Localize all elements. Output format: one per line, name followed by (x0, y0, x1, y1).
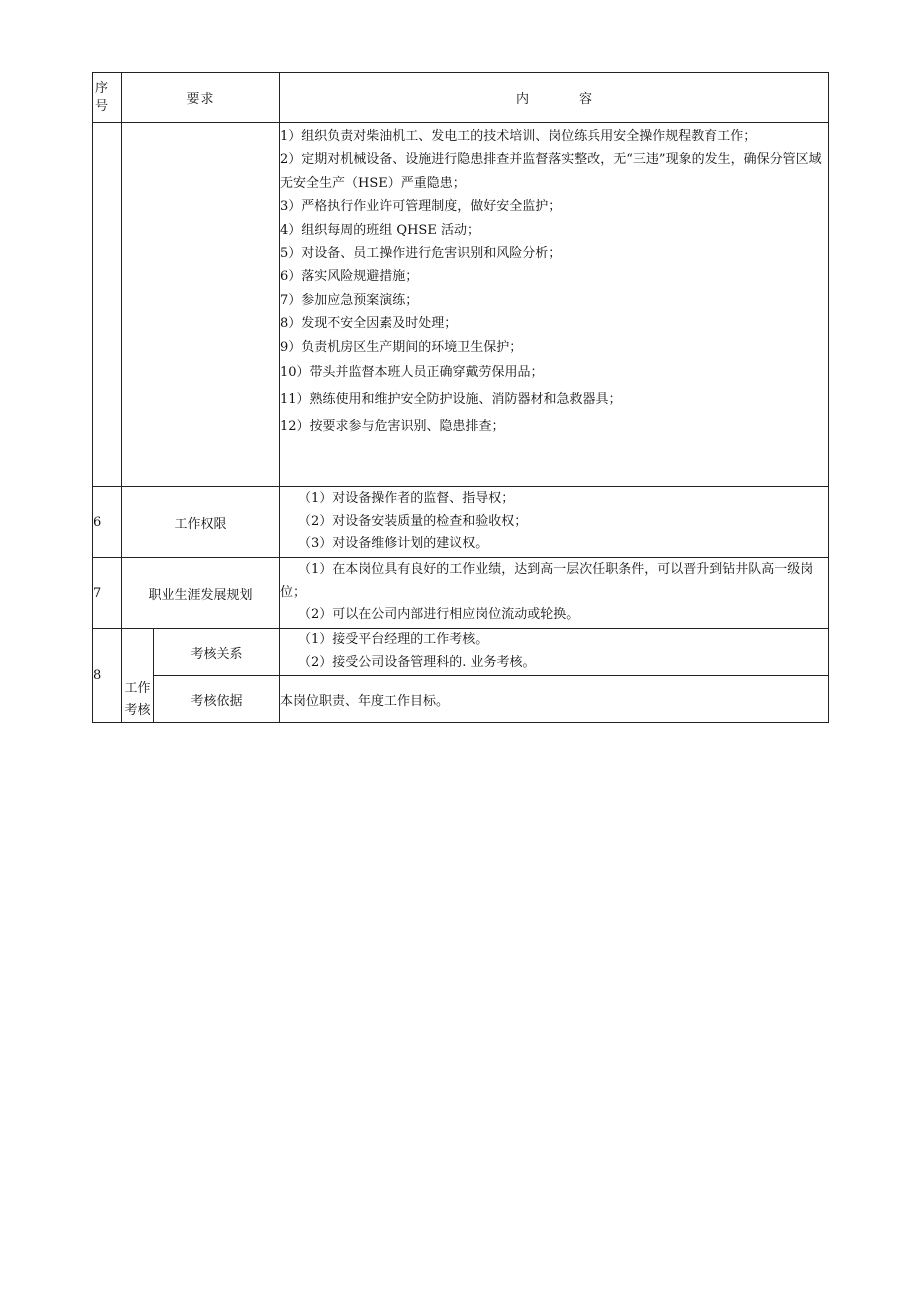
authority-num: 6 (93, 487, 122, 558)
list-item: 11）熟练使用和维护安全防护设施、消防器材和急救器具； (280, 392, 622, 408)
assessment-relation-content (280, 629, 829, 676)
assessment-basis-content: 本岗位职责、年度工作目标。 (280, 676, 829, 723)
list-item: 5）对设备、员工操作进行危害识别和风险分析； (280, 246, 562, 262)
list-item: （1）在本岗位具有良好的工作业绩，达到高一层次任职条件，可以晋升到钻井队高一级岗位； (280, 562, 814, 600)
list-item: 7）参加应急预案演练； (280, 292, 419, 308)
list-item: （2）接受公司设备管理科的. 业务考核。 (298, 655, 536, 670)
header-requirement: 要求 (122, 73, 280, 123)
resp-requirement (122, 123, 280, 487)
list-item: （1）接受平台经理的工作考核。 (298, 632, 489, 648)
assessment-relation-label: 考核关系 (154, 629, 280, 676)
career-requirement: 职业生涯发展规划 (122, 558, 280, 629)
header-num-text: 序号 (95, 80, 109, 114)
authority-requirement: 工作权限 (122, 487, 280, 558)
list-item: 10）带头并监督本班人员正确穿戴劳保用品； (280, 365, 544, 381)
list-item: （2）可以在公司内部进行相应岗位流动或轮换。 (298, 607, 580, 623)
resp-content (280, 123, 829, 487)
assessment-label-text: 工作考核 (124, 681, 151, 718)
list-item: （2）对设备安装质量的检查和验收权； (298, 513, 528, 529)
responsibility-list (280, 123, 828, 486)
list-item: （3）对设备维修计划的建议权。 (298, 536, 489, 552)
list-item: 6）落实风险规避措施； (280, 269, 419, 285)
header-row (93, 73, 829, 123)
career-content (280, 558, 829, 629)
header-content-b: 容 (579, 92, 593, 107)
assessment-basis-label: 考核依据 (154, 676, 280, 723)
list-item: 9）负责机房区生产期间的环境卫生保护； (280, 339, 523, 355)
list-item: 8）发现不安全因素及时处理； (280, 316, 458, 332)
list-item: 4）组织每周的班组 QHSE 活动； (280, 222, 480, 238)
row-career (93, 558, 829, 629)
row-authority (93, 487, 829, 558)
list-item: 2）定期对机械设备、设施进行隐患排查并监督落实整改，无“三违”现象的发生，确保分管区域无安全生产（HSE）严重隐患； (280, 152, 822, 191)
job-description-table (92, 72, 829, 723)
list-item: （1）对设备操作者的监督、指导权； (298, 491, 515, 507)
assessment-label (122, 629, 154, 723)
row-assessment-basis (93, 676, 829, 723)
row-assessment-relation (93, 629, 829, 676)
career-num: 7 (93, 558, 122, 629)
row-responsibilities (93, 123, 829, 487)
header-content-a: 内 (516, 92, 530, 107)
list-item: 12）按要求参与危害识别、隐患排查； (280, 419, 505, 435)
authority-content (280, 487, 829, 558)
assessment-num: 8 (93, 629, 122, 723)
list-item: 1）组织负责对柴油机工、发电工的技术培训、岗位练兵用安全操作规程教育工作； (280, 129, 757, 144)
header-content (280, 73, 829, 123)
resp-num (93, 123, 122, 487)
header-num (93, 73, 122, 123)
list-item: 3）严格执行作业许可管理制度，做好安全监护； (280, 199, 562, 215)
